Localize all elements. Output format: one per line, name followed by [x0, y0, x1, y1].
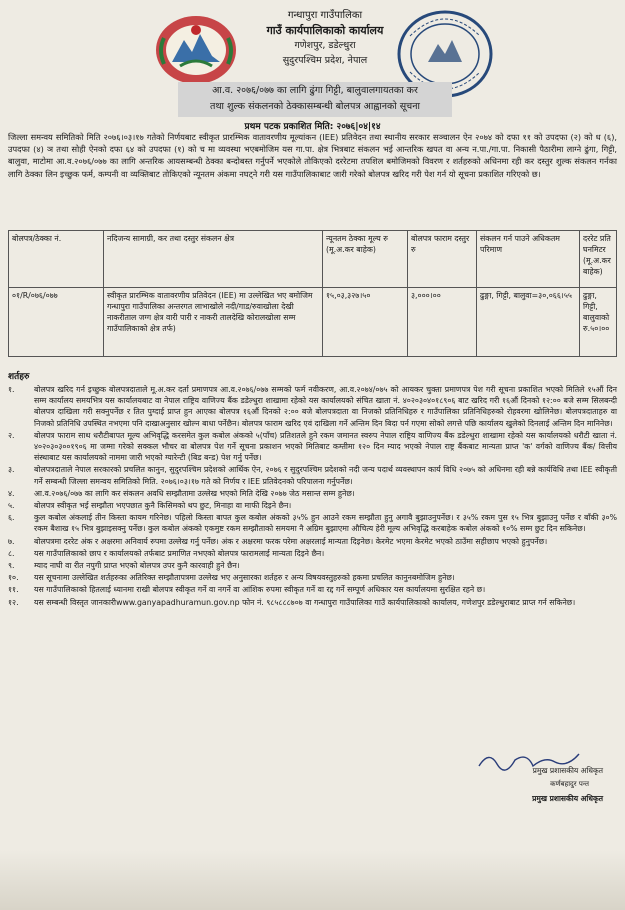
province-name: सुदुरपश्चिम प्रदेश, नेपाल	[282, 55, 368, 66]
term-number: ११.	[8, 585, 19, 595]
term-item	[8, 500, 617, 511]
nepal-emblem-icon	[150, 10, 242, 88]
term-number: १.	[8, 385, 15, 394]
term-item	[8, 560, 617, 571]
table-row	[9, 288, 617, 357]
tender-table	[8, 230, 617, 357]
form-fee: ३,०००।००	[408, 288, 477, 357]
term-text: म्याद नाघी वा रीत नपुगी प्राप्त भएको बोलपत्र उपर कुनै कारवाही हुने छैन।	[34, 561, 240, 571]
table-header: न्यूनतम ठेक्का मूल्य रु (मू.अ.कर बाहेक)	[323, 231, 408, 288]
signatory-title: प्रमुख प्रशासकीय अधिकृत	[532, 794, 603, 803]
notice-title-line2: तथा शुल्क संकलनको ठेक्कासम्बन्धी बोलपत्र आह्वानको सूचना	[210, 101, 420, 112]
scan-shadow	[0, 850, 625, 910]
term-item	[8, 384, 617, 429]
term-number: ६.	[8, 513, 15, 523]
term-text: यस गाउँपालिकाको हितलाई ध्यानमा राखी बोलपत्र स्वीकृत गर्ने वा नगर्ने वा आंशिक रुपमा स्वीकृत गर्ने वा रद्द गर्ने सम्पूर्ण अधिकार यस कार्यालयमा सुरक्षित रहने छ।	[34, 585, 486, 595]
rate-per-cubic-meter: ढुङ्गा, गिट्टी, बालुवाको रु.५०।००	[580, 288, 617, 357]
term-item	[8, 488, 617, 499]
intro-paragraph: जिल्ला समन्वय समितिको मिति २०७६।०३।१७ गतेको निर्णयबाट स्वीकृत प्रारम्भिक वातावरणीय मूल्यांकन (IEE) प्रतिवेदन तथा स्थानीय सरकार सञ्चालन ऐन २०७४ को दफा ११ को उपदफा (२) को ध (६), उपदफा (४) ञ तथा सोही ऐनको दफा ६४ को उपदफा (१) को च मा व्यवस्था भएबमोजिम यस गा.पा. क्षेत्र भित्रबाट संकलन भई आन्तरिक खपत वा अन्य न.पा./गा.पा. निकासी पैठारीमा लाग्ने ढुंगा, गिट्टी, बालुवा, माटोमा आ.व.२०७६/०७७ का लागि अन्तरिक आयसम्बन्धी ठेक्का बन्दोबस्त गर्नुपर्ने भएकोले तोकिएको दररेटमा तपशिल बमोजिमको विवरण र शर्तहरुको अधिनमा रही कर दस्तुर शुल्क संकलन गर्नका लागि ठेक्का लिन इच्छुक फर्म, कम्पनी वा व्यक्तिबाट तोकिएको न्यूनतम अंकमा नघट्ने गरी यस गाउँपालिकाबाट जारी गरेको बोलपत्र खरिद गरी पेश गर्न यो सूचना प्रकाशित गरिएको छ।	[8, 132, 617, 179]
term-number: ९.	[8, 561, 15, 571]
table-header-row	[9, 231, 617, 288]
office-address: गणेशपुर, डडेल्धुरा	[294, 40, 356, 51]
term-text: यस गाउँपालिकाको छाप र कार्यालयको तर्फबाट प्रमाणित नभएको बोलपत्र फारामलाई मान्यता दिइने छैन।	[34, 548, 325, 558]
table-header: बोलपत्र/ठेक्का नं.	[9, 231, 104, 288]
municipality-name: गन्धापुरा गाउँपालिका	[287, 10, 363, 21]
publication-date: प्रथम पटक प्रकाशित मिति: २०७६|०४|१४	[244, 122, 381, 132]
term-text: बोलपत्र स्वीकृत भई सम्झौता भएपछात कुनै किसिमको थप छुट, मिनाहा वा माफी दिइने छैन।	[34, 501, 292, 511]
term-text: आ.व.२०७६/०७७ का लागि कर संकलन अवधि सम्झौतामा उल्लेख भएको मिति देखि २०७७ जेठ मसान्त सम्म हुनेछ।	[34, 488, 355, 498]
notice-title-line1: आ.व. २०७६/०७७ का लागि ढुंगा गिट्टी, बालुवालगायतका कर	[212, 85, 418, 96]
signatory-designation-upper: प्रमुख प्रशासकीय अधिकृत	[532, 766, 603, 775]
term-text: बोलपत्रदाताले नेपाल सरकारको प्रचलित कानुन, सुदुरपश्चिम प्रदेशको आर्थिक ऐन, २०७६ र सुदुरपश्चिम प्रदेशको नदी जन्य पदार्थ व्यवस्थापन कार्य विधि २०७५ को अधिनमा रही बन्ने कार्यविधि तथा IEE स्वीकृती गर्ने सम्बन्धी जिल्ला समन्वय समितिको मिति. २०७६।०३।१७ गते को निर्णय र IEE प्रतिवेदनको परिपालना गर्नुपर्नेछ।	[34, 465, 617, 486]
term-text: बोलपत्र खरिद गर्न इच्छुक बोलपत्रदाताले मू.अ.कर दर्ता प्रमाणपत्र आ.व.२०७६/०७७ सम्मको फर्म नवीकरण, आ.व.२०७४/०७५ को आयकर चुक्ता प्रमाणपत्र पेश गरी सूचना प्रकाशित भएको मितिले १५औं दिन सम्म कार्यालय समयभित्र यस कार्यालयबाट वा नेपाल राष्ट्रिय वाणिज्य बैंक डडेल्धुरा शाखामा रहेको यस कार्यालयको संचित खाता नं. ४०२०३०४०१८९०६ बाट खरिद गरी १६औं दिनको १२:०० बजे सम्म सिलबन्दी बोलपत्र दाखिला गरी सक्नुपर्नेछ र तित पुग्दाई प्राप्त हुन आएका बोलपत्र १६औं दिनको २:०० बजे बोलपत्रदाता वा निजको प्रतिनिधिहरु र गाउँपालिका प्रतिनिधिहरुको रोहवरमा खोलिनेछ। बोलपत्रदाताहरु वा निजको प्रतिनिधि उपस्थित नभएमा पनि दाखाअनुसार खोल्न बाधा पर्नेछैन। बोलपत्र फाराम खरिद एवं दाखिला गर्ने अन्तिम दिन बिदा पर्न गएमा सोको लगत्ते पछि कार्यालय खुलेको दिनलाई अन्तिम दिन मानिनेछ।	[34, 385, 617, 428]
term-number: ७.	[8, 536, 15, 546]
signatory-name: कर्णबहादुर पन्त	[550, 780, 589, 788]
term-item	[8, 572, 617, 583]
term-number: १२.	[8, 597, 19, 607]
terms-heading: शर्तहरु	[8, 372, 30, 382]
term-number: ३.	[8, 465, 15, 475]
term-text: बोलपत्रमा दररेट अंक र अक्षरमा अनिवार्य रुपमा उल्लेख गर्नु पर्नेछ। अंक र अक्षरमा फरक परेमा अक्षरलाई मान्यता दिइनेछ। केरमेट भएमा केरमेट भएको ठाउँमा सहीछाप भएको हुनुपर्नेछ।	[34, 536, 548, 546]
term-text: बोलपत्र फाराम साथ धरौटीबापत मूल्य अभिवृद्धि करसमेत कुल कबोल अंकको ५(पाँच) प्रतिशतले हुने रकम जमानत स्वरुप नेपाल राष्ट्रिय वाणिज्य बैंक डडेल्धुरा शाखामा रहेको यस कार्यालयको धरौटी खाता नं. ४०२०३०३००१९०६ मा जम्मा गरेको सक्कल भौचर वा बोलपत्र पेश गर्ने सूचना प्रकाशन भएको मितिबाट कम्तीमा १२० दिन म्याद भएको नेपाल राष्ट्र बैंकबाट मान्यता प्राप्त 'क' वर्गको वाणिज्य बैंक/ वित्तीय संस्थाबाट यस कार्यालयको नाममा जारी भएको ग्यारेन्टी (बिड बन्ड) पेश गर्नु पर्नेछ।	[34, 430, 617, 463]
term-item	[8, 536, 617, 547]
table-header: संकलन गर्न पाउने अधिकतम परिमाण	[477, 231, 580, 288]
term-item	[8, 430, 617, 464]
term-number: १०.	[8, 573, 19, 583]
table-header: नदिजन्य सामाग्री, कर तथा दस्तुर संकलन क्षेत्र	[104, 231, 323, 288]
term-item	[8, 464, 617, 486]
term-number: ५.	[8, 501, 15, 511]
max-quantity: ढुङ्गा, गिट्टी, बालुवा=३०,०६६।५५	[477, 288, 580, 357]
term-number: २.	[8, 430, 15, 440]
notice-title-banner	[178, 82, 452, 117]
term-number: ८.	[8, 548, 15, 558]
table-header: दररेट प्रति घनमिटर (मू.अ.कर बाहेक)	[580, 231, 617, 288]
table-header: बोलपत्र फाराम दस्तुर रु	[408, 231, 477, 288]
tender-number: ०१/R/०७६/०७७	[9, 288, 104, 357]
signature-block	[465, 748, 605, 858]
term-item	[8, 548, 617, 559]
term-item	[8, 597, 617, 608]
collection-area: स्वीकृत प्रारम्भिक वातावरणीय प्रतिवेदन (IEE) मा उल्लेखित भए बमोजिम गन्धापुरा गाउँपालिका अन्तरगत लाभाखोले नदी/गाड/रुवाखोला देखी नाकरीताल जग्ग क्षेत्र वारी पारी र नाकरी तालदेखि कोरालखोला सम्म गाउँपालिकाको क्षेत्र तर्फ)	[104, 288, 323, 357]
term-number: ४.	[8, 488, 15, 498]
letterhead-text	[240, 8, 410, 68]
term-text: कुल कबोल अंकलाई तीन किस्ता कायम गरिनेछ। पहिलो किस्ता बापत कुल कबोल अंकको ३५% हुन आउने रकम सम्झौता हुनु अगावै बुझाउनुपर्नेछ। र ३५% रकम पुस १५ भित्र बुझाउनु पर्नेछ र बाँकी ३०% रकम बैशाख १५ भित्र बुझाइसक्नु पर्नेछ। कुल कबोल अंकको एकमुष्ट रकम सम्झौताको समयमा नै अग्रिम बुझाएमा औचित्य हेरी मूल्य अभिवृद्धि करबाहेक कबोल अंकको १०% सम्म छुट दिन सकिनेछ।	[34, 513, 617, 534]
term-item	[8, 512, 617, 534]
minimum-price: १५,०३,३२७।५०	[323, 288, 408, 357]
terms-list	[8, 384, 617, 608]
letterhead	[0, 0, 625, 118]
office-name: गाउँ कार्यपालिकाको कार्यालय	[266, 24, 384, 37]
term-text: यस सूचनामा उल्लेखित शर्तहरुका अतिरिक्त सम्झौतापत्रमा उल्लेख भए अनुसारका शर्तहरु र अन्य विषयवस्तुहरुको हकमा प्रचलित कानुनबमोजिम हुनेछ।	[34, 573, 455, 583]
term-text: यस सम्बन्धी विस्तृत जानकारीwww.ganyapadhuramun.gov.np फोन नं. ९८५८८८७०७ वा गन्धापुरा गाउँपालिका गाउँ कार्यपालिकाको कार्यालय, गणेशपुर डडेल्धुराबाट प्राप्त गर्न सकिनेछ।	[34, 597, 576, 607]
term-item	[8, 584, 617, 595]
